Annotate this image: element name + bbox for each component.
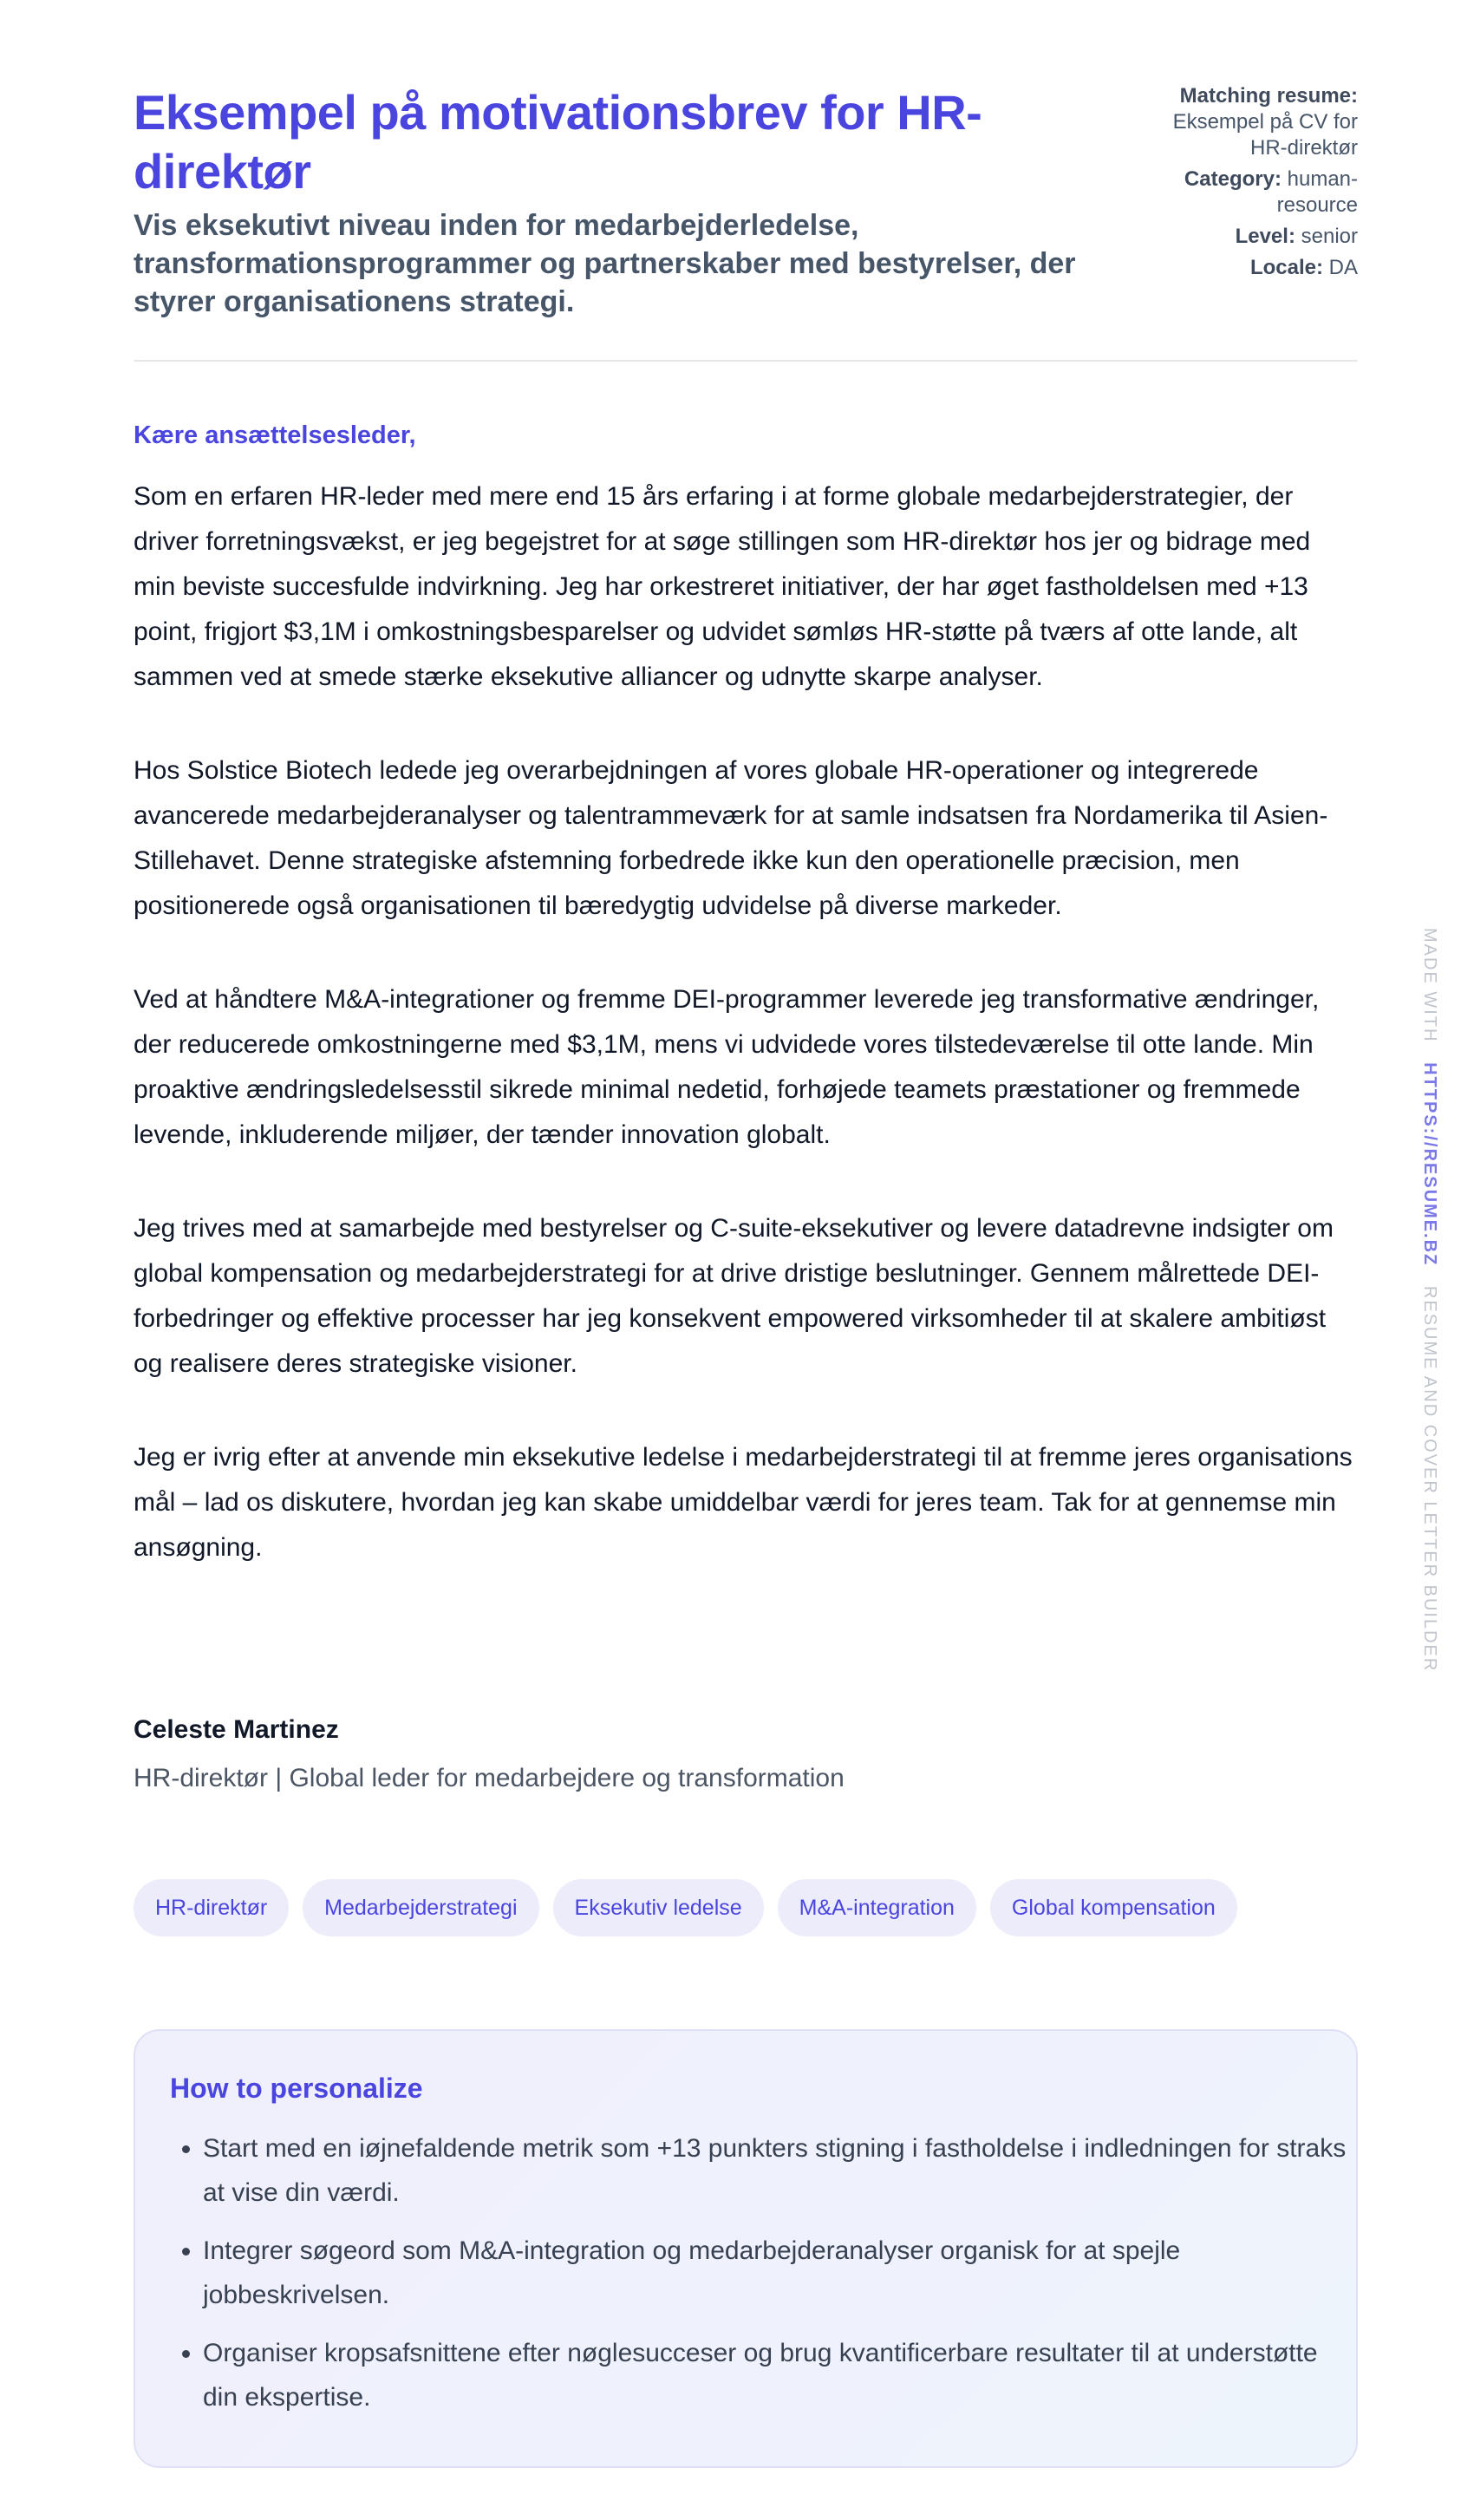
meta-label: Level: — [1235, 225, 1295, 248]
meta-value: human-resource — [1276, 167, 1358, 217]
page-title: Eksempel på motivationsbrev for HR-direktør — [134, 85, 982, 199]
tag[interactable]: Global kompensation — [990, 1879, 1237, 1936]
meta-label: Locale: — [1249, 256, 1323, 279]
meta-level — [1150, 224, 1358, 250]
letter-paragraph: Jeg trives med at samarbejde med bestyrelser og C-suite-eksekutiver og levere datadrevne indsigter om global kompensation og medarbejderstrategi for at drive dristige beslutninger. Gennem målrettede DEI-forbedringer og effektive processer har jeg konsekvent empowered virksomheder til at skalere ambitiøst og realisere deres strategiske visioner. — [134, 1214, 1334, 1378]
tag-list — [134, 1879, 1237, 1936]
personalize-box — [134, 2029, 1358, 2468]
personalize-item: • Organiser kropsafsnittene efter nøglesucceser og brug kvantificerbare resultater til at understøtte din ekspertise. — [203, 2331, 1356, 2419]
watermark-prefix: MADE WITH — [1420, 928, 1439, 1043]
tag[interactable]: Eksekutiv ledelse — [553, 1879, 764, 1936]
letter-paragraph: Hos Solstice Biotech ledede jeg overarbejdningen af vores globale HR-operationer og integrerede avancerede medarbejderanalyser og talentrammeværk for at samle indsatsen fra Nordamerika til Asien-Stillehavet. Denne strategiske afstemning forbedrede ikke kun den operationelle præcision, men positionerede også organisationen til bæredygtig udvidelse på diverse markeder. — [134, 756, 1328, 920]
letter-body — [134, 421, 1358, 1619]
header-divider — [134, 360, 1358, 362]
letter-paragraph: Ved at håndtere M&A-integrationer og fremme DEI-programmer leverede jeg transformative ændringer, der reducerede omkostningerne med $3,1M, mens vi udvidede vores tilstedeværelse til otte lande. Min proaktive ændringsledelsesstil sikrede minimal nedetid, forhøjede teamets præstationer og fremmede levende, inkluderende miljøer, der tænder innovation globalt. — [134, 985, 1320, 1149]
signature-name: Celeste Martinez — [134, 1715, 339, 1744]
personalize-list — [170, 2126, 1356, 2433]
page-subtitle: Vis eksekutivt niveau inden for medarbejderledelse, transformationsprogrammer og partnerskaber med bestyrelser, der styrer organisationens strategi. — [134, 209, 1076, 318]
letter-paragraph: Som en erfaren HR-leder med mere end 15 års erfaring i at forme globale medarbejderstrategier, der driver forretningsvækst, er jeg begejstret for at søge stillingen som HR-direktør hos jer og bidrage med min beviste succesfulde indvirkning. Jeg har orkestreret initiativer, der har øget fastholdelsen med +13 point, frigjort $3,1M i omkostningsbesparelser og udvidet sømløs HR-støtte på tværs af otte lande, alt sammen ved at smede stærke eksekutive alliancer og udnytte skarpe analyser. — [134, 482, 1311, 691]
tag[interactable]: M&A-integration — [778, 1879, 976, 1936]
signature-title: HR-direktør | Global leder for medarbejdere og transformation — [134, 1764, 845, 1792]
meta-locale — [1150, 255, 1358, 281]
tag[interactable]: HR-direktør — [134, 1879, 289, 1936]
resume-bz-link[interactable]: HTTPS://RESUME.BZ — [1420, 1062, 1439, 1267]
meta-category — [1150, 166, 1358, 219]
tag[interactable]: Medarbejderstrategi — [303, 1879, 538, 1936]
header-main — [134, 83, 1122, 321]
meta-label: Matching resume: — [1179, 84, 1358, 108]
meta-panel — [1150, 83, 1358, 321]
meta-matching-resume — [1150, 83, 1358, 161]
matching-resume-link[interactable]: Eksempel på CV for HR-direktør — [1172, 110, 1358, 160]
letter-paragraph: Jeg er ivrig efter at anvende min eksekutive ledelse i medarbejderstrategi til at fremme jeres organisations mål – lad os diskutere, hvordan jeg kan skabe umiddelbar værdi for jeres team. Tak for at gennemse min ansøgning. — [134, 1443, 1353, 1562]
meta-label: Category: — [1184, 167, 1282, 191]
watermark-suffix: RESUME AND COVER LETTER BUILDER — [1420, 1285, 1439, 1673]
meta-value: DA — [1328, 256, 1358, 279]
meta-value: senior — [1301, 225, 1358, 248]
personalize-heading: How to personalize — [170, 2073, 423, 2104]
personalize-item: • Start med en iøjnefaldende metrik som +13 punkters stigning i fastholdelse i indledningen for straks at vise din værdi. — [203, 2126, 1356, 2215]
personalize-item: • Integrer søgeord som M&A-integration og medarbejderanalyser organisk for at spejle jobbeskrivelsen. — [203, 2229, 1356, 2317]
page-header — [134, 83, 1358, 321]
signature — [134, 1715, 845, 1793]
made-with-watermark — [1419, 928, 1439, 1672]
letter-greeting: Kære ansættelsesleder, — [134, 421, 416, 449]
